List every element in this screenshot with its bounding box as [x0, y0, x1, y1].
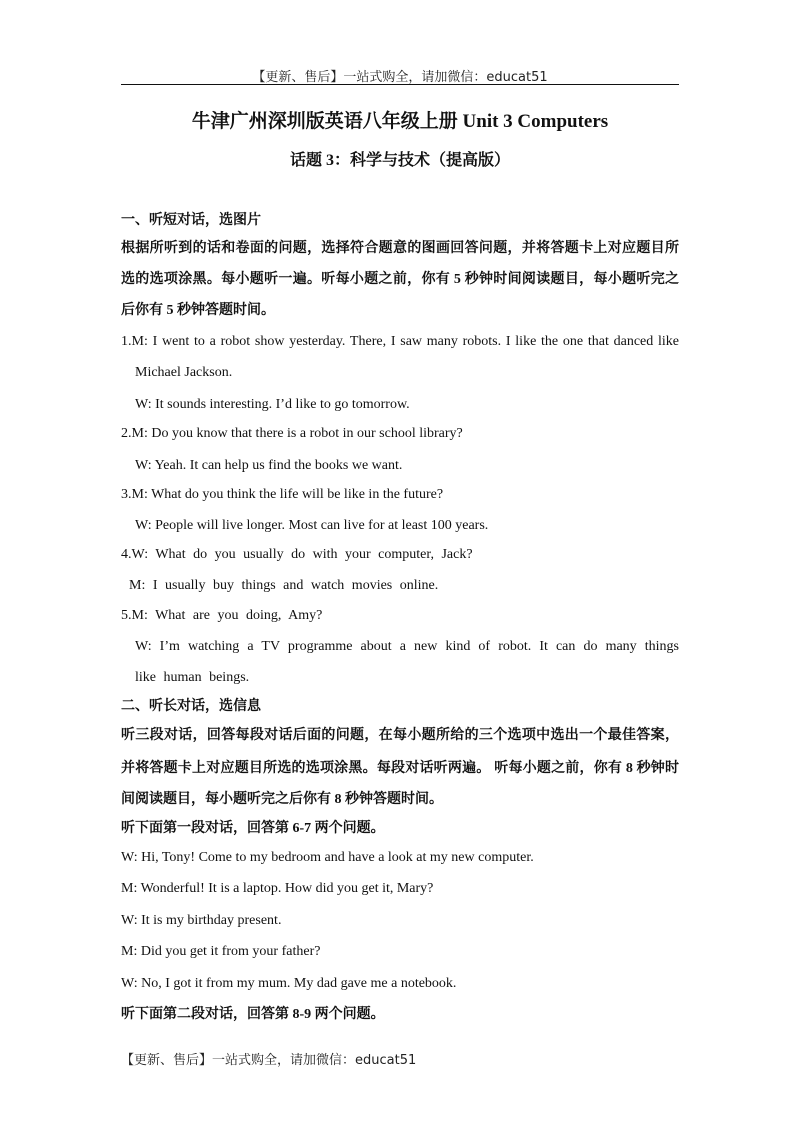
dialogue1-line: W: Hi, Tony! Come to my bedroom and have a look at my new computer. [121, 850, 534, 865]
dialogue-line-q2-m: 2.M: Do you know that there is a robot in our school library? [121, 426, 463, 441]
header-rule [121, 84, 679, 85]
dialogue2-intro: 听下面第二段对话，回答第 8-9 两个问题。 [121, 1007, 385, 1022]
section2-instruction-line: 并将答题卡上对应题目所选的选项涂黑。每段对话听两遍。 听每小题之前，你有 8 秒钟时 [121, 761, 679, 776]
dialogue1-intro: 听下面第一段对话，回答第 6-7 两个问题。 [121, 821, 385, 836]
dialogue1-line: M: Did you get it from your father? [121, 944, 321, 959]
dialogue-line-q1-m-cont: Michael Jackson. [135, 365, 233, 380]
dialogue1-line: W: It is my birthday present. [121, 913, 282, 928]
dialogue-line-q4-m: M: I usually buy things and watch movies online. [129, 578, 439, 593]
dialogue1-line: W: No, I got it from my mum. My dad gave me a notebook. [121, 976, 457, 991]
dialogue-line-q5-m: 5.M: What are you doing, Amy? [121, 608, 323, 623]
section2-instruction-line: 听三段对话，回答每段对话后面的问题，在每小题所给的三个选项中选出一个最佳答案， [121, 728, 679, 743]
dialogue-line-q1-w: W: It sounds interesting. I’d like to go tomorrow. [135, 397, 410, 412]
document-subtitle: 话题 3：科学与技术（提高版） [289, 152, 510, 169]
section1-instruction-line: 后你有 5 秒钟答题时间。 [121, 303, 275, 318]
dialogue-line-q5-w: W: I’m watching a TV programme about a new kind of robot. It can do many things [135, 639, 679, 654]
dialogue-line-q3-w: W: People will live longer. Most can live for at least 100 years. [135, 518, 489, 533]
dialogue1-line: M: Wonderful! It is a laptop. How did you get it, Mary? [121, 881, 434, 896]
section1-heading: 一、听短对话，选图片 [121, 213, 261, 228]
section2-heading: 二、听长对话，选信息 [121, 699, 261, 714]
section2-instruction-line: 间阅读题目，每小题听完之后你有 8 秒钟答题时间。 [121, 792, 443, 807]
page-footer: 【更新、售后】一站式购全，请加微信：educat51 [121, 1053, 417, 1068]
dialogue-line-q3-m: 3.M: What do you think the life will be like in the future? [121, 487, 444, 502]
dialogue-line-q2-w: W: Yeah. It can help us find the books we want. [135, 458, 403, 473]
section1-instruction-line: 根据所听到的话和卷面的问题，选择符合题意的图画回答问题，并将答题卡上对应题目所 [121, 241, 679, 256]
dialogue-line-q5-w-cont: like human beings. [135, 670, 250, 685]
dialogue-line-q1-m: 1.M: I went to a robot show yesterday. There, I saw many robots. I like the one that danced like [121, 334, 679, 349]
section1-instruction-line: 选的选项涂黑。每小题听一遍。听每小题之前，你有 5 秒钟时间阅读题目，每小题听完之 [121, 272, 679, 287]
document-title: 牛津广州深圳版英语八年级上册 Unit 3 Computers [191, 111, 609, 132]
dialogue-line-q4-w: 4.W: What do you usually do with your computer, Jack? [121, 547, 473, 562]
page-header: 【更新、售后】一站式购全，请加微信：educat51 [252, 70, 548, 85]
